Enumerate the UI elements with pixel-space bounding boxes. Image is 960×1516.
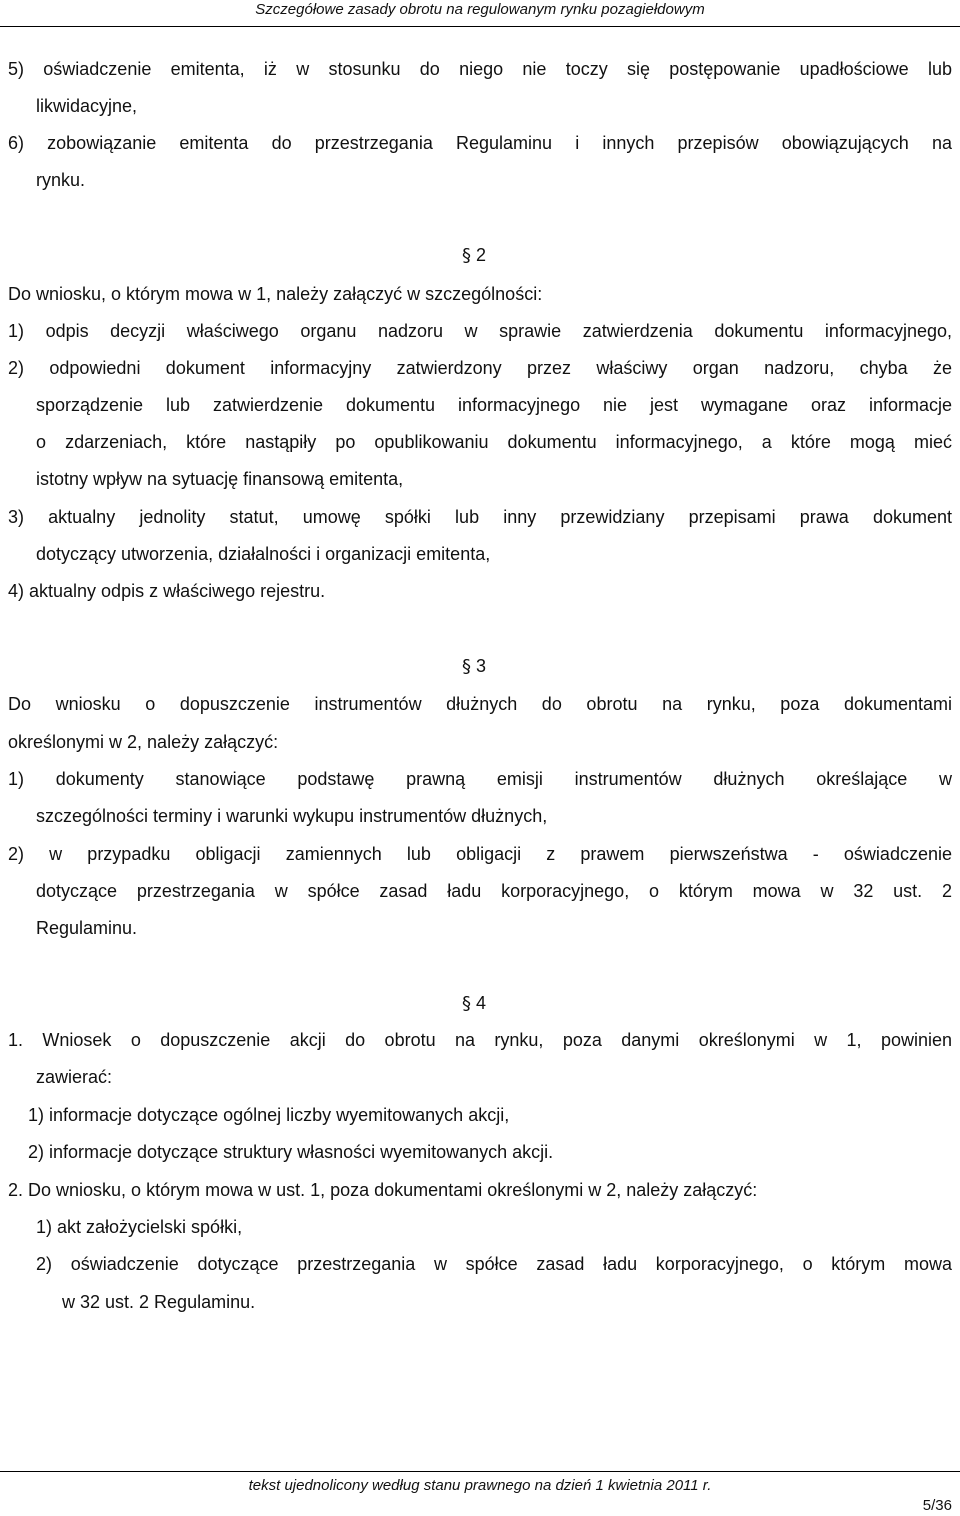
sec2-item-4: 4) aktualny odpis z właściwego rejestru. xyxy=(8,581,326,601)
sec4-p1-line-2: zawierać: xyxy=(36,1067,113,1087)
sec4-p2-item-2-line-2: w 32 ust. 2 Regulaminu. xyxy=(62,1292,256,1312)
sec4-p2-item-2-line-1: 2) oświadczenie dotyczące przestrzegania w spółce zasad ładu korporacyjnego, o którym mowa xyxy=(36,1254,952,1274)
sec2-item-2-line-3: o zdarzeniach, które nastąpiły po opublikowaniu dokumentu informacyjnego, a które mogą mieć xyxy=(36,432,952,452)
sec2-item-2-line-4: istotny wpływ na sytuację finansową emitenta, xyxy=(36,469,404,489)
sec4-p1-line-1: 1. Wniosek o dopuszczenie akcji do obrotu na rynku, poza danymi określonymi w 1, powinien xyxy=(8,1030,952,1050)
section-sign-icon: § xyxy=(462,993,471,1014)
sec3-item-2-line-3: Regulaminu. xyxy=(36,918,138,938)
section-heading-2 xyxy=(462,244,486,267)
sec3-intro-line-1: Do wniosku o dopuszczenie instrumentów dłużnych do obrotu na rynku, poza dokumentami xyxy=(8,694,952,714)
running-header: Szczegółowe zasady obrotu na regulowanym rynku pozagiełdowym xyxy=(255,1,705,18)
sec4-p2-intro: 2. Do wniosku, o którym mowa w ust. 1, poza dokumentami określonymi w 2, należy załączyć: xyxy=(8,1180,758,1200)
sec4-p2-item-1: 1) akt założycielski spółki, xyxy=(36,1217,243,1237)
sec3-item-2-line-2: dotyczące przestrzegania w spółce zasad ładu korporacyjnego, o którym mowa w 32 ust. 2 xyxy=(36,881,952,901)
sec2-item-1: 1) odpis decyzji właściwego organu nadzoru w sprawie zatwierdzenia dokumentu informacyjnego, xyxy=(8,321,952,341)
section-number: 3 xyxy=(476,656,487,676)
item-6-line-2: rynku. xyxy=(36,170,86,190)
section-sign-icon: § xyxy=(462,245,471,266)
sec4-p1-item-1: 1) informacje dotyczące ogólnej liczby wyemitowanych akcji, xyxy=(28,1105,510,1125)
section-sign-icon: § xyxy=(462,656,471,677)
sec2-intro: Do wniosku, o którym mowa w 1, należy załączyć w szczególności: xyxy=(8,284,543,304)
sec3-item-1-line-2: szczególności terminy i warunki wykupu instrumentów dłużnych, xyxy=(36,806,548,826)
item-5-line-1: 5) oświadczenie emitenta, iż w stosunku do niego nie toczy się postępowanie upadłościowe lub xyxy=(8,59,952,79)
page-number: 5/36 xyxy=(922,1497,952,1514)
sec2-item-3-line-1: 3) aktualny jednolity statut, umowę spółki lub inny przewidziany przepisami prawa dokument xyxy=(8,507,952,527)
sec2-item-2-line-2: sporządzenie lub zatwierdzenie dokumentu informacyjnego nie jest wymagane oraz informacje xyxy=(36,395,952,415)
sec3-item-1-line-1: 1) dokumenty stanowiące podstawę prawną emisji instrumentów dłużnych określające w xyxy=(8,769,952,789)
section-heading-4 xyxy=(462,992,486,1015)
footer-rule xyxy=(0,1471,960,1472)
sec2-item-3-line-2: dotyczący utworzenia, działalności i organizacji emitenta, xyxy=(36,544,491,564)
section-number: 4 xyxy=(476,993,487,1013)
item-6-line-1: 6) zobowiązanie emitenta do przestrzegania Regulaminu i innych przepisów obowiązujących na xyxy=(8,133,952,153)
item-5-line-2: likwidacyjne, xyxy=(36,96,138,116)
sec4-p1-item-2: 2) informacje dotyczące struktury własności wyemitowanych akcji. xyxy=(28,1142,554,1162)
header-rule xyxy=(0,26,960,27)
running-footer: tekst ujednolicony według stanu prawnego na dzień 1 kwietnia 2011 r. xyxy=(248,1477,712,1494)
section-heading-3 xyxy=(462,655,486,678)
section-number: 2 xyxy=(476,245,487,265)
sec2-item-2-line-1: 2) odpowiedni dokument informacyjny zatwierdzony przez właściwy organ nadzoru, chyba że xyxy=(8,358,952,378)
sec3-item-2-line-1: 2) w przypadku obligacji zamiennych lub obligacji z prawem pierwszeństwa - oświadczenie xyxy=(8,844,952,864)
sec3-intro-line-2: określonymi w 2, należy załączyć: xyxy=(8,732,279,752)
